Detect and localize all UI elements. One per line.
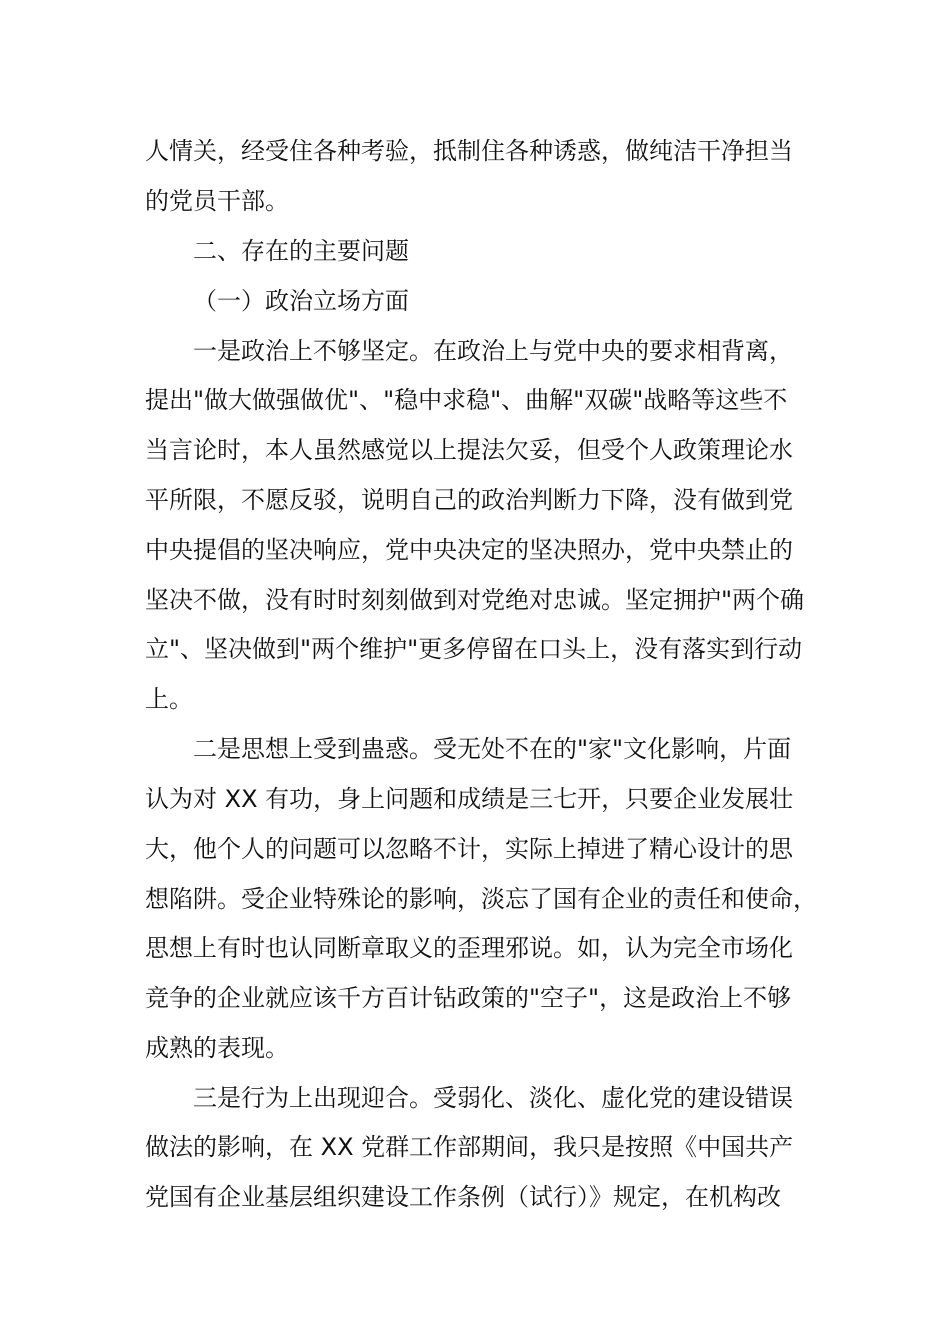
text-line-20: 三是行为上出现迎合。受弱化、淡化、虚化党的建设错误: [193, 1084, 793, 1112]
text-line-22: 党国有企业基层组织建设工作条例（试行）》规定，在机构改: [145, 1183, 781, 1211]
text-line-16: 想陷阱。受企业特殊论的影响，淡忘了国有企业的责任和使命，: [145, 885, 817, 913]
section-heading: 二、存在的主要问题: [193, 237, 409, 265]
text-line-17: 思想上有时也认同断章取义的歪理邪说。如，认为完全市场化: [145, 934, 793, 962]
text-line-12: 上。: [145, 685, 193, 713]
text-line-5: 一是政治上不够坚定。在政治上与党中央的要求相背离，: [193, 337, 793, 365]
text-line-21: 做法的影响，在 XX 党群工作部期间，我只是按照《中国共产: [145, 1133, 794, 1161]
text-line-11: 立"、坚决做到"两个维护"更多停留在口头上，没有落实到行动: [145, 635, 803, 663]
text-line-2: 的党员干部。: [145, 187, 289, 215]
subsection-heading: （一）政治立场方面: [193, 287, 409, 315]
text-line-19: 成熟的表现。: [145, 1034, 289, 1062]
text-line-14: 认为对 XX 有功，身上问题和成绩是三七开，只要企业发展壮: [145, 785, 794, 813]
text-line-10: 坚决不做，没有时时刻刻做到对党绝对忠诚。坚定拥护"两个确: [145, 586, 805, 614]
text-line-6: 提出"做大做强做优"、"稳中求稳"、曲解"双碳"战略等这些不: [145, 386, 788, 414]
text-line-1: 人情关，经受住各种考验，抵制住各种诱惑，做纯洁干净担当: [145, 137, 793, 165]
text-line-13: 二是思想上受到蛊惑。受无处不在的"家"文化影响，片面: [193, 735, 792, 763]
text-line-8: 平所限，不愿反驳，说明自己的政治判断力下降，没有做到党: [145, 486, 793, 514]
text-line-15: 大，他个人的问题可以忽略不计，实际上掉进了精心设计的思: [145, 835, 793, 863]
text-line-7: 当言论时，本人虽然感觉以上提法欠妥，但受个人政策理论水: [145, 436, 793, 464]
text-line-9: 中央提倡的坚决响应，党中央决定的坚决照办，党中央禁止的: [145, 536, 793, 564]
text-line-18: 竞争的企业就应该千方百计钻政策的"空子"，这是政治上不够: [145, 984, 792, 1012]
